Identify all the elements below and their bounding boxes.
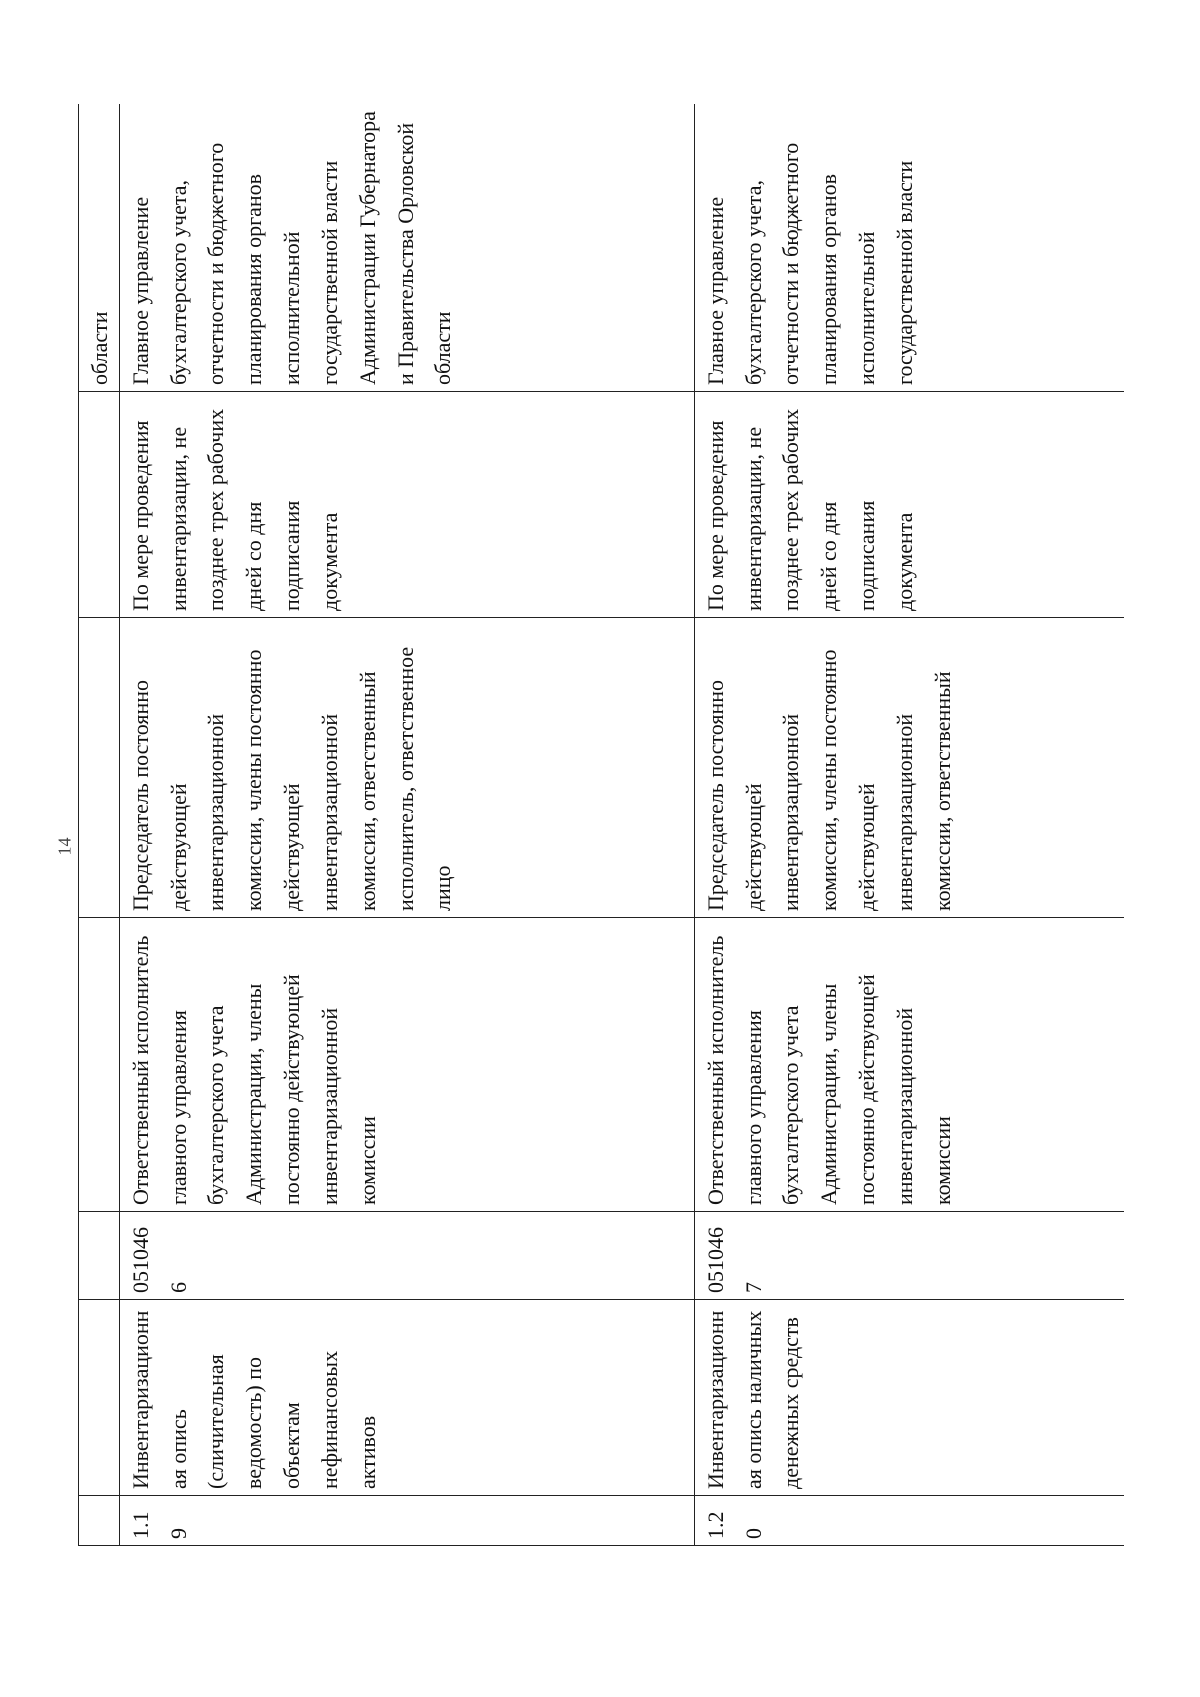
header-cell-term	[79, 392, 120, 618]
table-row	[694, 104, 1124, 1546]
document-table-wrapper	[78, 104, 1124, 1546]
header-cell-approver	[79, 618, 120, 918]
document-name: Инвентаризационная опись наличных денежных средств	[694, 1300, 1124, 1496]
document-name: Инвентаризационная опись (сличительная ведомость) по объектам нефинансовых активов	[119, 1300, 694, 1496]
rotated-page-content	[78, 104, 1124, 1546]
document-forms-table	[78, 104, 1124, 1546]
responsible-person: Ответственный исполнитель главного управления бухгалтерского учета Администрации, члены постоянно действующей инвентаризационной комиссии	[694, 918, 1124, 1212]
submission-term: По мере проведения инвентаризации, не позднее трех рабочих дней со дня подписания документа	[694, 392, 1124, 618]
page-number: 14	[54, 837, 75, 856]
table-header-continuation	[79, 104, 120, 1546]
recipient: Главное управление бухгалтерского учета, отчетности и бюджетного планирования органов исполнительной государственной власти Администрации Губернатора и Правительства Орловской области	[119, 104, 694, 392]
header-cell-num	[79, 1496, 120, 1546]
form-code: 0510467	[694, 1212, 1124, 1300]
header-cell-responsible	[79, 918, 120, 1212]
signing-persons: Председатель постоянно действующей инвентаризационной комиссии, члены постоянно действующей инвентаризационной комиссии, ответственный	[694, 618, 1124, 918]
signing-persons: Председатель постоянно действующей инвентаризационной комиссии, члены постоянно действующей инвентаризационной комиссии, ответственный исполнитель, ответственное лицо	[119, 618, 694, 918]
header-cell-recipient: области	[79, 104, 120, 392]
responsible-person: Ответственный исполнитель главного управления бухгалтерского учета Администрации, члены постоянно действующей инвентаризационной комиссии	[119, 918, 694, 1212]
submission-term: По мере проведения инвентаризации, не позднее трех рабочих дней со дня подписания документа	[119, 392, 694, 618]
table-row	[119, 104, 694, 1546]
row-number: 1.20	[694, 1496, 1124, 1546]
row-number: 1.19	[119, 1496, 694, 1546]
recipient: Главное управление бухгалтерского учета, отчетности и бюджетного планирования органов исполнительной государственной власти	[694, 104, 1124, 392]
header-cell-name	[79, 1300, 120, 1496]
form-code: 0510466	[119, 1212, 694, 1300]
header-cell-code	[79, 1212, 120, 1300]
